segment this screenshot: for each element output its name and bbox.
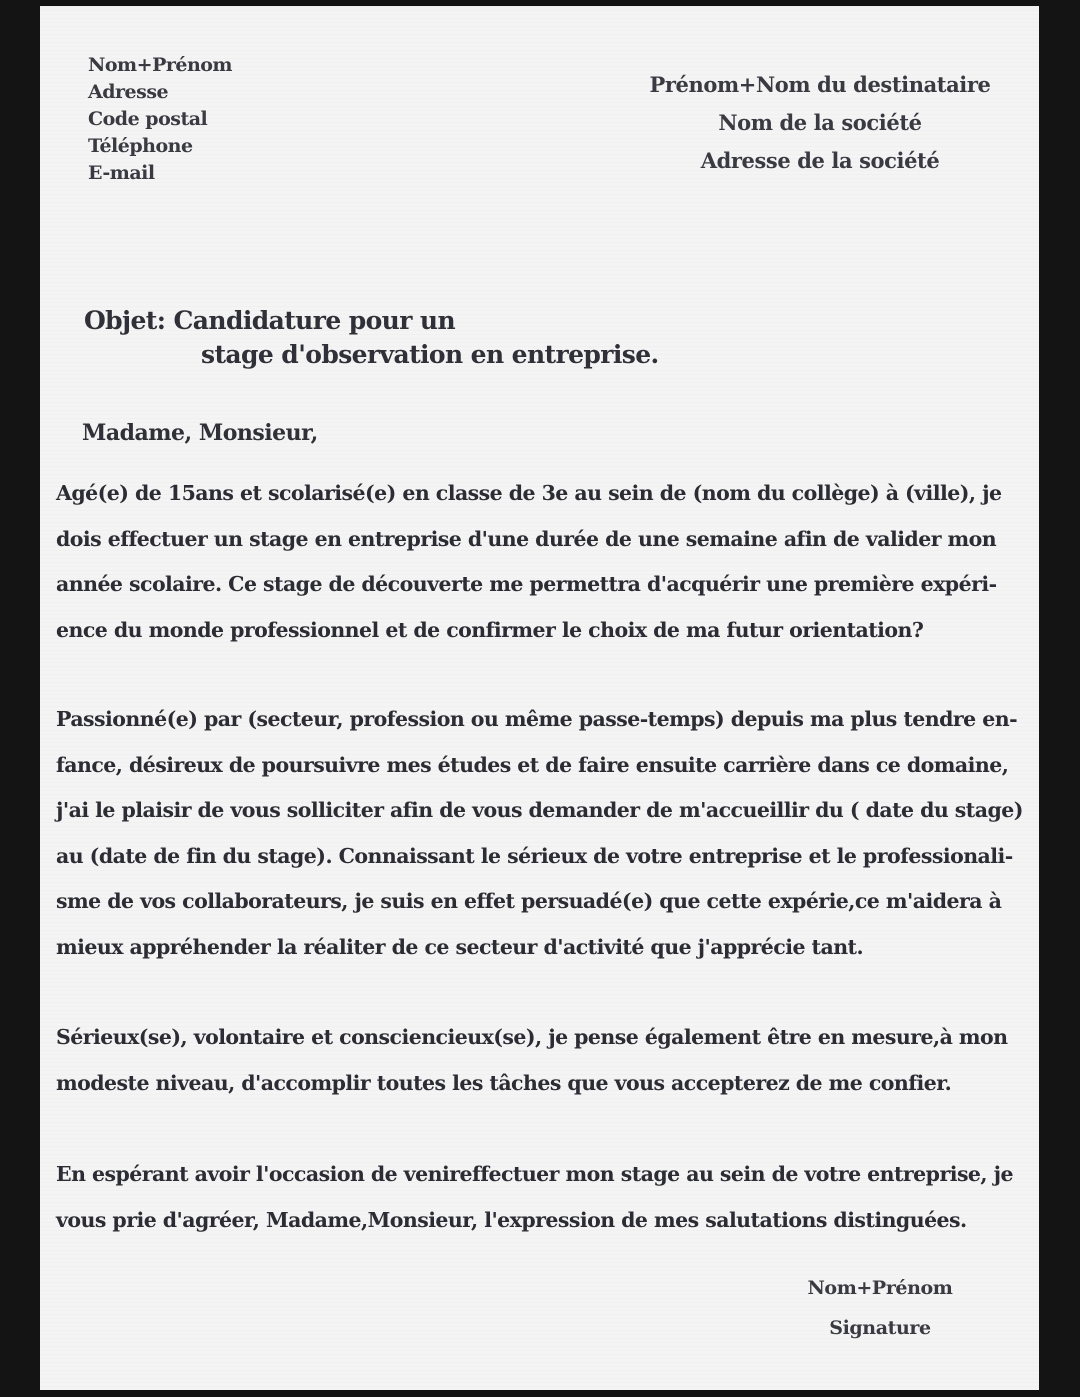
paragraph-line: sme de vos collaborateurs, je suis en effet persuadé(e) que cette expérie,ce m'aidera à <box>56 889 1002 913</box>
sender-postal-code: Code postal <box>88 108 208 130</box>
paragraph-line: Sérieux(se), volontaire et consciencieux(se), je pense également être en mesure,à mon <box>56 1025 1008 1049</box>
paragraph-line: dois effectuer un stage en entreprise d'une durée de une semaine afin de valider mon <box>56 526 997 551</box>
paragraph-intro <box>56 471 1036 653</box>
sender-block <box>88 52 232 187</box>
subject-block <box>84 304 659 372</box>
paragraph-line: modeste niveau, d'accomplir toutes les tâches que vous accepterez de me confier. <box>56 1070 952 1095</box>
paragraph-line: année scolaire. Ce stage de découverte me permettra d'acquérir une première expéri- <box>56 572 997 596</box>
paragraph-line: Agé(e) de 15ans et scolarisé(e) en classe de 3e au sein de (nom du collège) à (ville), je <box>56 481 1002 505</box>
paragraph-line: fance, désireux de poursuivre mes études et de faire ensuite carrière dans ce domaine, <box>56 752 1009 777</box>
sender-phone: Téléphone <box>88 135 193 157</box>
paragraph-line: mieux appréhender la réaliter de ce secteur d'activité que j'apprécie tant. <box>56 934 864 959</box>
letter-page <box>40 6 1039 1390</box>
recipient-company-address: Adresse de la société <box>700 148 940 173</box>
paragraph-closing <box>56 1152 1036 1243</box>
sender-name: Nom+Prénom <box>88 54 233 76</box>
subject-line-2: stage d'observation en entreprise. <box>201 340 659 369</box>
paragraph-line: vous prie d'agréer, Madame,Monsieur, l'expression de mes salutations distinguées. <box>56 1207 967 1232</box>
recipient-name: Prénom+Nom du destinataire <box>649 72 991 97</box>
sender-email: E-mail <box>88 162 155 184</box>
paragraph-motivation <box>56 697 1036 970</box>
signature-name: Nom+Prénom <box>807 1277 953 1299</box>
paragraph-qualities <box>56 1015 1036 1106</box>
sender-address: Adresse <box>88 81 169 103</box>
paragraph-line: au (date de fin du stage). Connaissant le sérieux de votre entreprise et le professionali- <box>56 843 1013 868</box>
paragraph-line: Passionné(e) par (secteur, profession ou même passe-temps) depuis ma plus tendre en- <box>56 707 1018 731</box>
paragraph-line: ence du monde professionnel et de confirmer le choix de ma futur orientation? <box>56 617 924 642</box>
signature-block <box>780 1268 980 1348</box>
recipient-company: Nom de la société <box>718 110 922 135</box>
salutation: Madame, Monsieur, <box>82 420 318 446</box>
signature-label: Signature <box>829 1317 931 1339</box>
paragraph-line: j'ai le plaisir de vous solliciter afin de vous demander de m'accueillir du ( date du stage) <box>56 798 1023 822</box>
subject-line-1: Objet: Candidature pour un <box>84 306 456 335</box>
recipient-block <box>600 66 1040 180</box>
paragraph-line: En espérant avoir l'occasion de venireffectuer mon stage au sein de votre entreprise, je <box>56 1162 1013 1186</box>
